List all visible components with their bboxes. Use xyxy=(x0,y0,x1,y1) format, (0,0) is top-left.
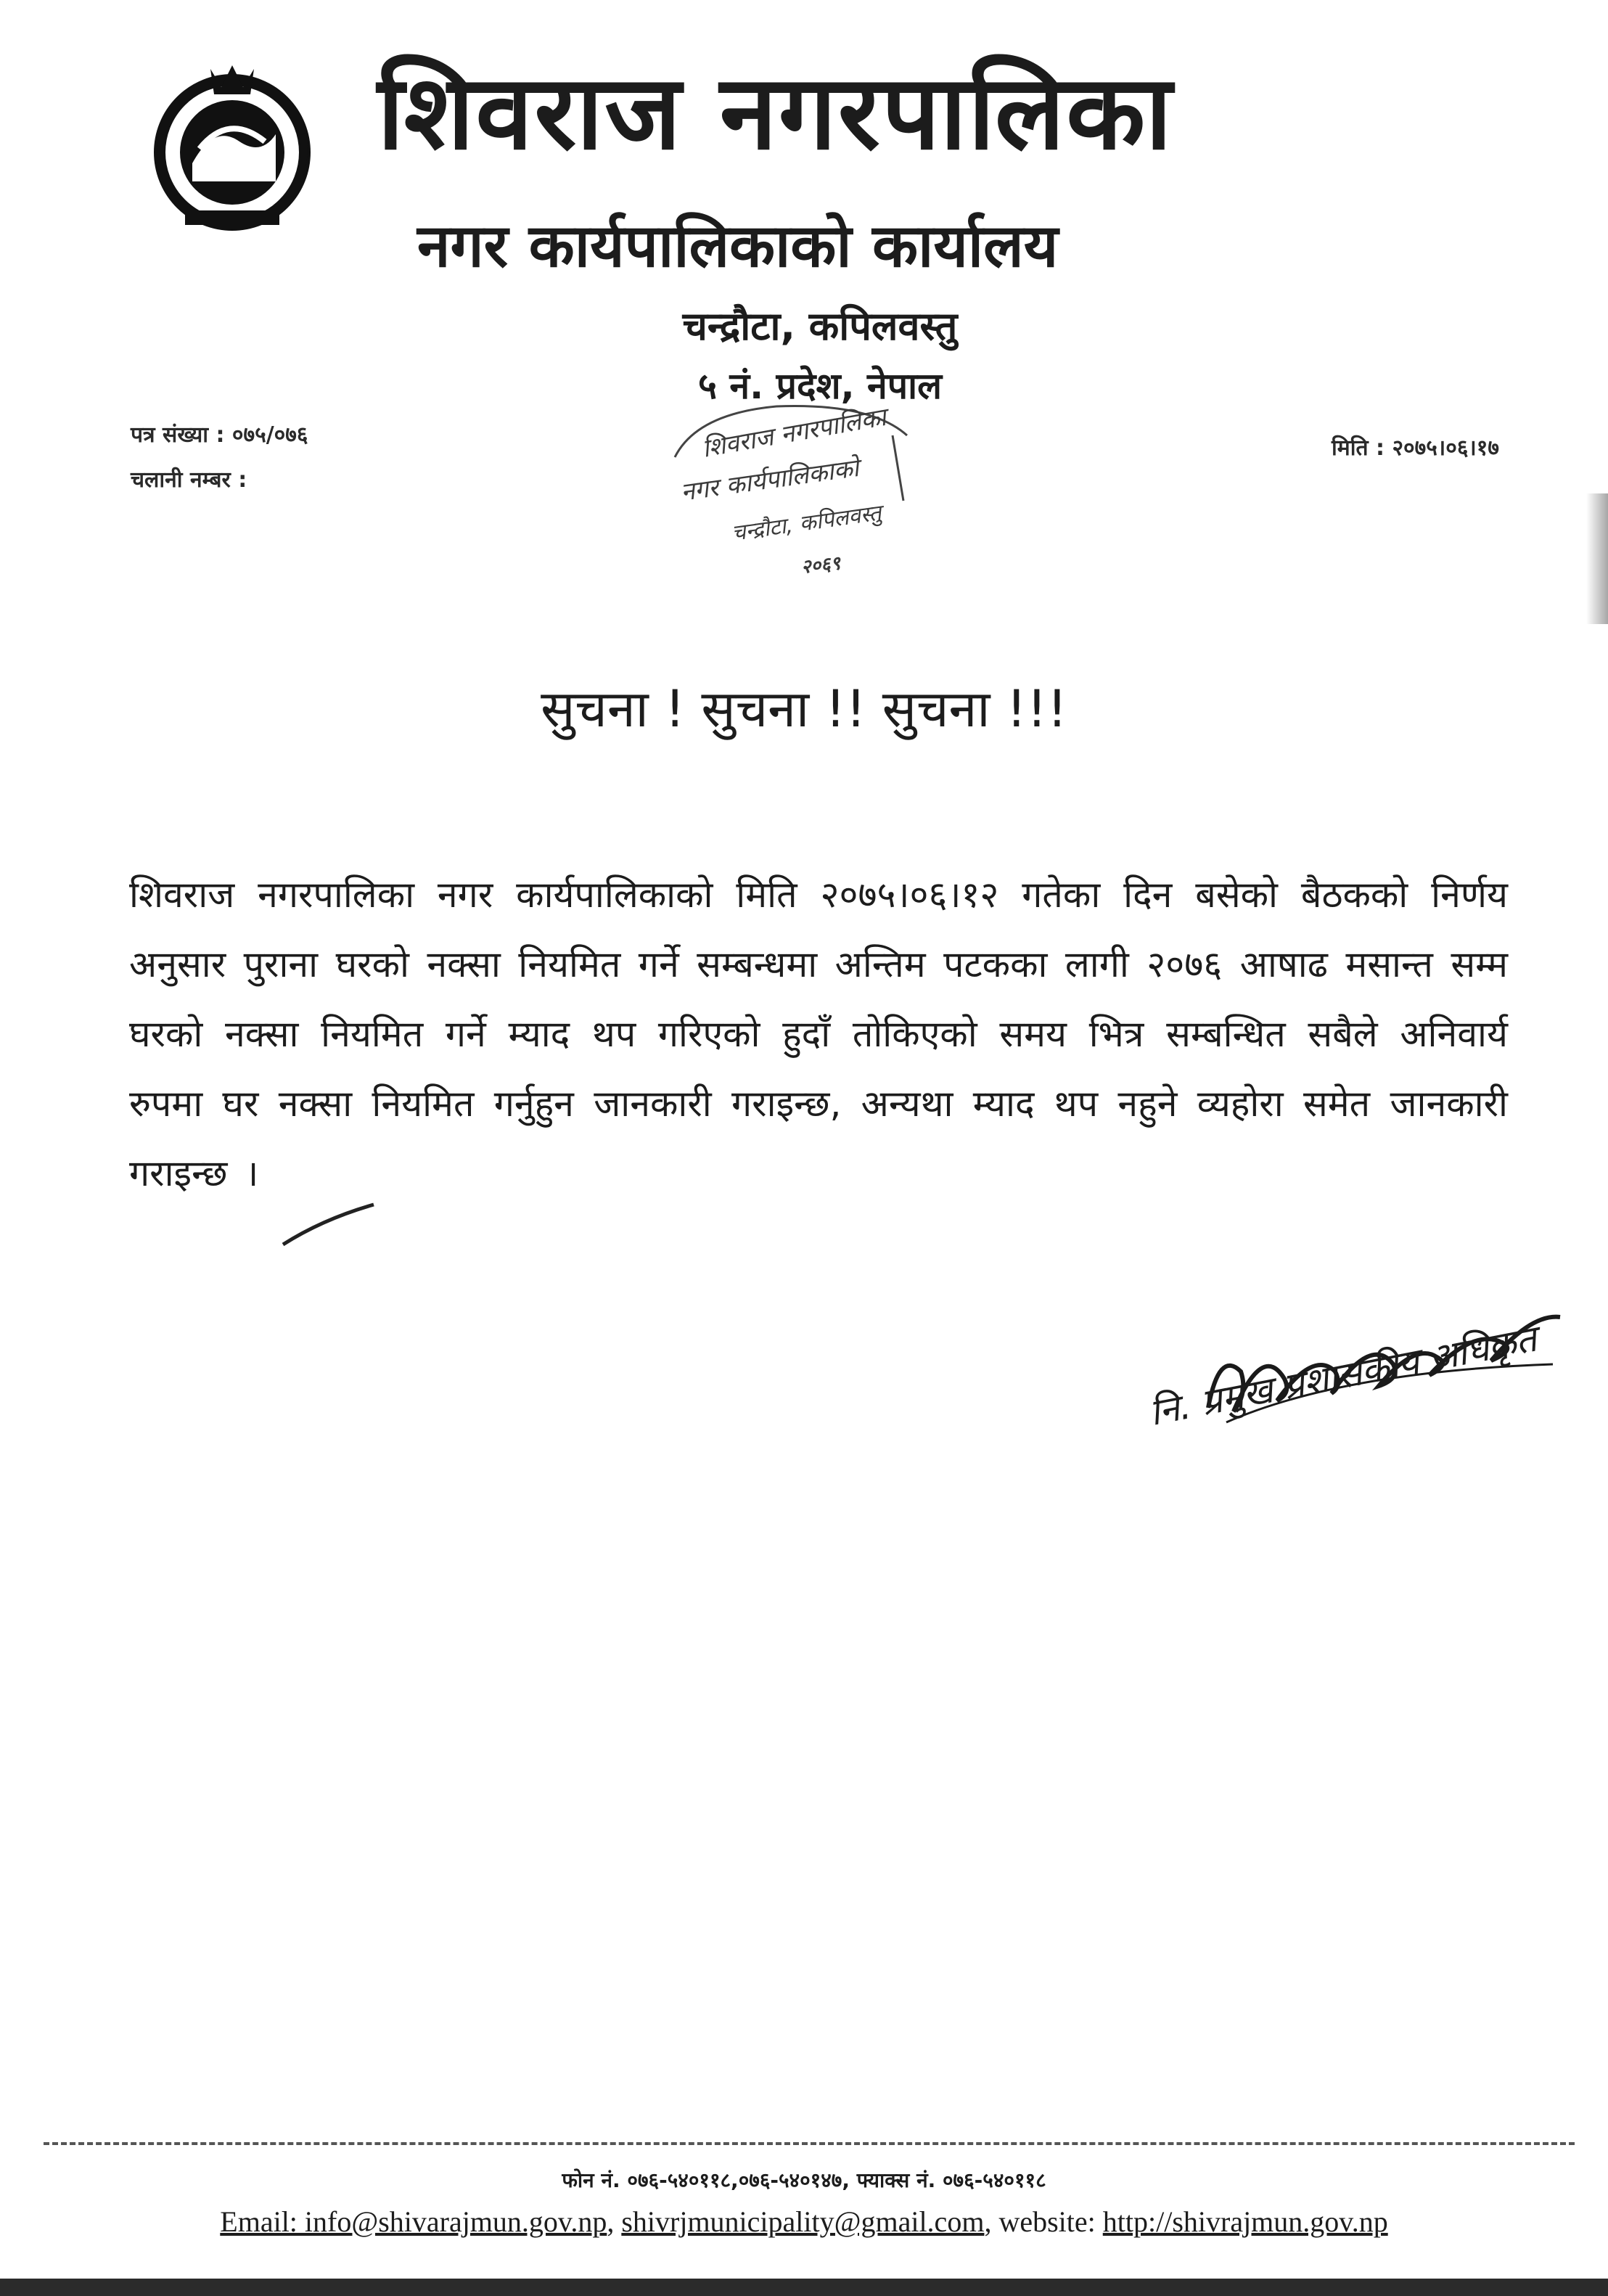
footer-separator-1: , xyxy=(607,2205,622,2238)
scan-bottom-strip xyxy=(0,2279,1608,2296)
office-stamp-icon xyxy=(653,392,958,595)
footer-email-1[interactable]: Email: info@shivarajmun.gov.np xyxy=(220,2205,607,2238)
stamp-line-2: नगर कार्यपालिकाको xyxy=(678,453,861,507)
stamp-line-1: शिवराज नगरपालिका xyxy=(700,402,889,464)
footer-separator-2: , website: xyxy=(984,2205,1103,2238)
address-line-1: चन्द्रौटा, कपिलवस्तु xyxy=(682,303,958,349)
tick-mark-icon xyxy=(279,1190,381,1255)
letter-number: पत्र संख्या : ०७५/०७६ xyxy=(131,422,308,448)
footer-email-2[interactable]: shivrjmunicipality@gmail.com xyxy=(621,2205,985,2238)
footer-website-link[interactable]: http://shivrajmun.gov.np xyxy=(1102,2205,1388,2238)
letter-date: मिति : २०७५।०६।१७ xyxy=(1331,435,1499,461)
municipality-name: शिवराज नगरपालिका xyxy=(377,53,1174,173)
footer-phone-line: फोन नं. ०७६-५४०११८,०७६-५४०१४७, फ्याक्स नं. ०७६-५४०११८ xyxy=(562,2168,1046,2192)
dispatch-number: चलानी नम्बर : xyxy=(131,467,247,493)
signatory-title: नि. प्रमुख प्रशासकीय अधिकृत xyxy=(1146,1317,1541,1434)
stamp-line-3: चन्द्रौटा, कपिलवस्तु xyxy=(730,500,883,546)
notice-title: सुचना ! सुचना !! सुचना !!! xyxy=(541,679,1067,739)
nepal-government-emblem-icon xyxy=(141,54,323,236)
office-name: नगर कार्यपालिकाको कार्यालय xyxy=(417,212,1059,281)
footer-divider xyxy=(44,2142,1575,2145)
scan-edge-shadow xyxy=(1586,493,1608,624)
notice-body: शिवराज नगरपालिका नगर कार्यपालिकाको मिति २०७५।०६।१२ गतेका दिन बसेको बैठकको निर्णय अनुसार पुराना घरको नक्सा नियमित गर्ने सम्बन्धमा अन्तिम पटकका लागी २०७६ आषाढ मसान्त सम्म घरको नक्सा नियमित गर्ने म्याद थप गरिएको हुदाँ तोकिएको समय भित्र सम्बन्धित सबैले अनिवार्य रुपमा घर नक्सा नियमित गर्नुहुन जानकारी गराइन्छ, अन्यथा म्याद थप नहुने व्यहोरा समेत जानकारी गराइन्छ । xyxy=(129,874,1508,1194)
stamp-line-4: २०६९ xyxy=(800,552,842,578)
address-line-2: ५ नं. प्रदेश, नेपाल xyxy=(698,365,942,407)
footer-contact-line xyxy=(0,2205,1608,2239)
